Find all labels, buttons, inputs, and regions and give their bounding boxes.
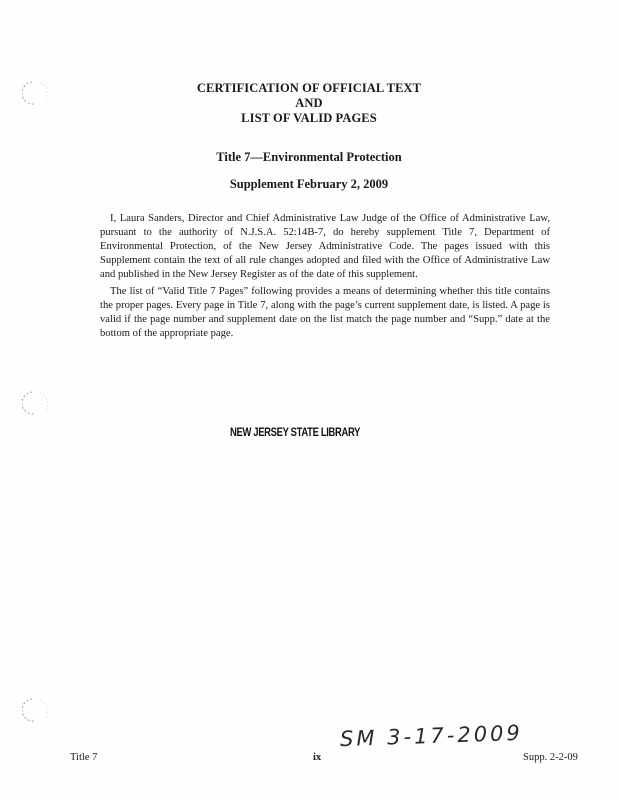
punch-hole-icon (22, 695, 52, 725)
punch-hole-icon (22, 388, 52, 418)
handwritten-date-note: SM 3-17-2009 (339, 720, 524, 752)
title-subtitle: Title 7—Environmental Protection (216, 150, 402, 164)
valid-pages-paragraph: The list of “Valid Title 7 Pages” following provides a means of determining whether this title contains the proper pages. Every page in Title 7, along with the page’s current supplement date, is listed. A page is valid if the page number and supplement date on the list match the page number and “Supp.” date at the bottom of the appropriate page. (100, 286, 550, 339)
footer-title: Title 7 (70, 752, 98, 763)
certification-paragraph: I, Laura Sanders, Director and Chief Administrative Law Judge of the Office of Administrative Law, pursuant to the authority of N.J.S.A. 52:14B-7, do hereby supplement Title 7, Department of Environmental Protection, of the New Jersey Administrative Code. The pages issued with this Supplement contain the text of all rule changes adopted and filed with the Office of Administrative Law and published in the New Jersey Register as of the date of this supplement. (100, 213, 550, 280)
heading-line-2: AND (295, 96, 323, 110)
certification-heading (0, 81, 618, 126)
footer-supplement: Supp. 2-2-09 (523, 752, 578, 763)
heading-line-1: CERTIFICATION OF OFFICIAL TEXT (196, 81, 422, 95)
footer-page-number: ix (313, 752, 322, 763)
library-stamp: NEW JERSEY STATE LIBRARY (230, 427, 361, 439)
heading-line-3: LIST OF VALID PAGES (241, 111, 377, 125)
supplement-date: Supplement February 2, 2009 (229, 177, 389, 191)
